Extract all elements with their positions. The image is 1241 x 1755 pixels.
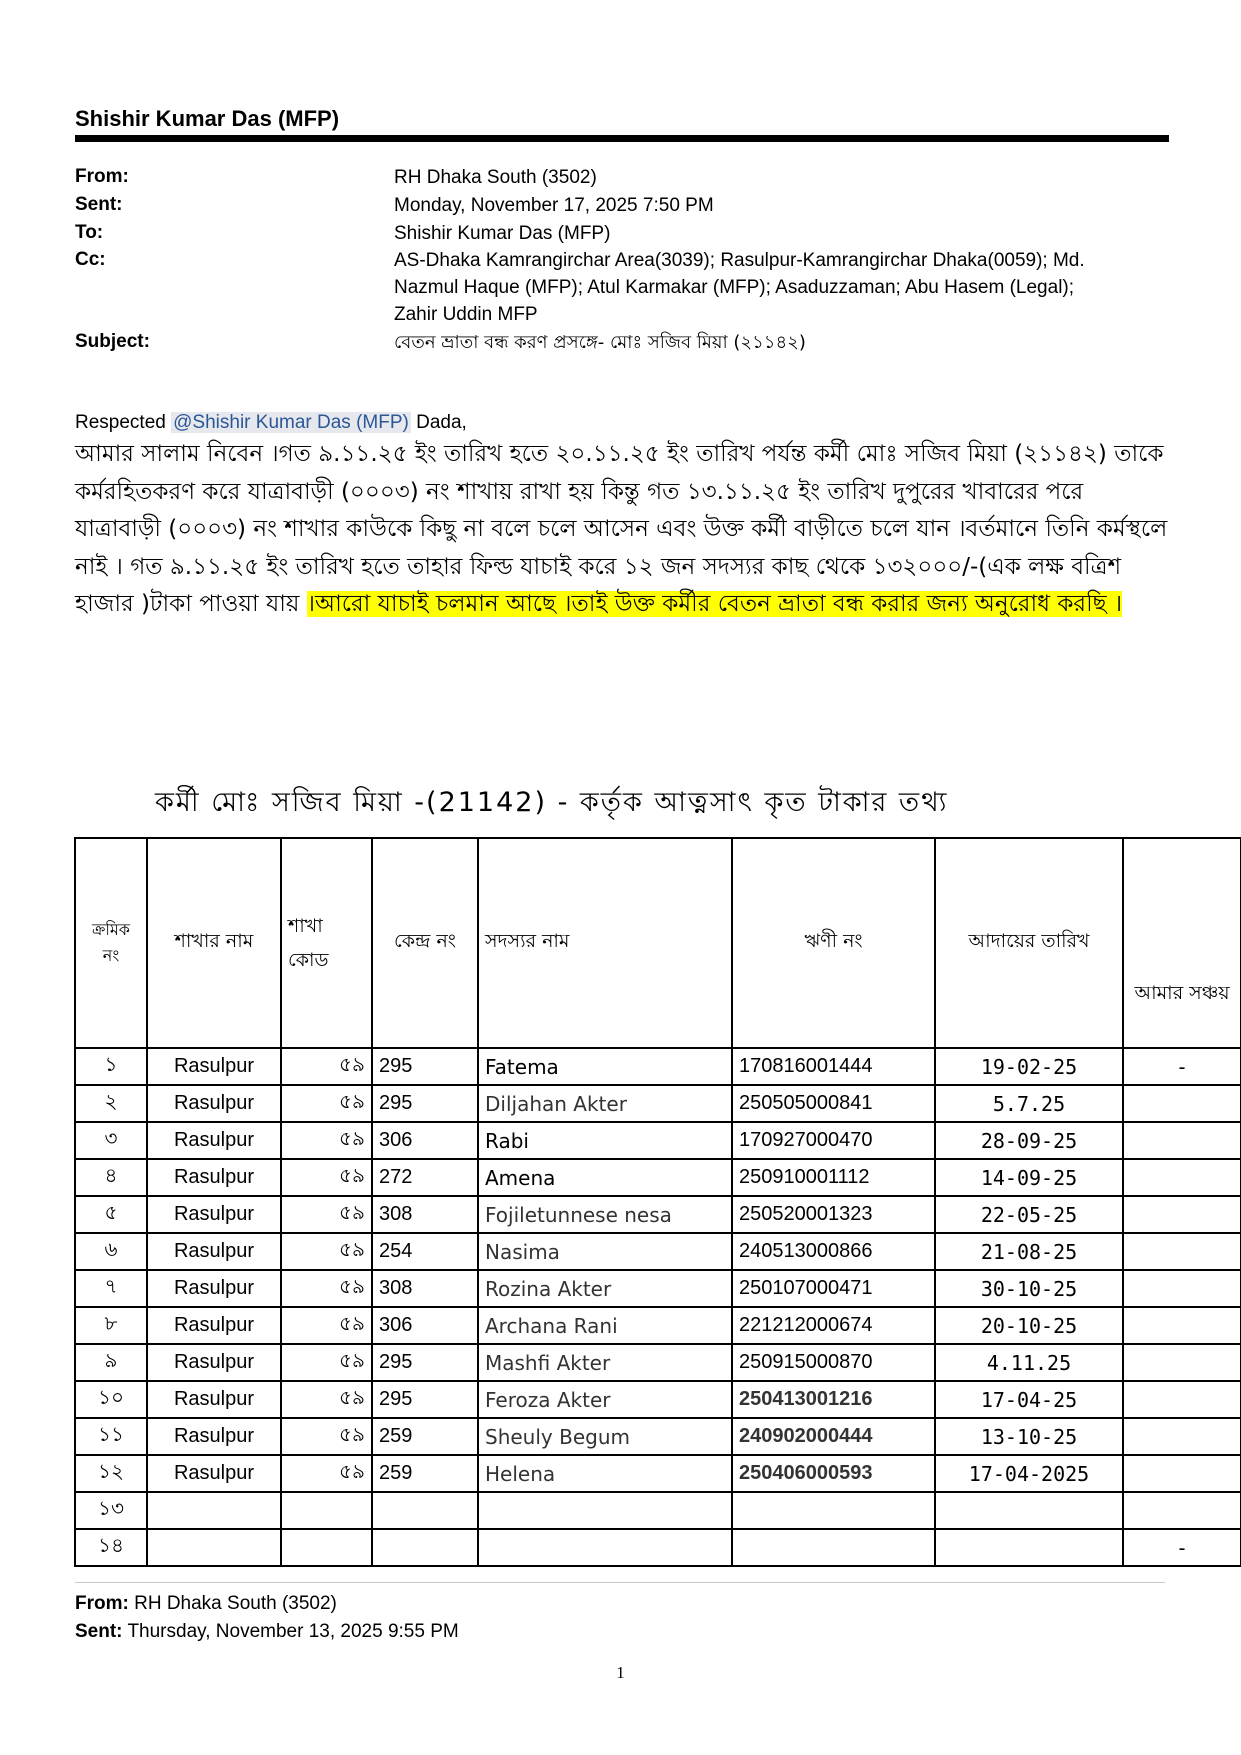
member-name-cell: Amena bbox=[478, 1159, 732, 1196]
prev-sent bbox=[75, 1621, 459, 1643]
greeting-suffix: Dada, bbox=[410, 412, 467, 433]
table-row bbox=[75, 1344, 1241, 1381]
serial-cell: ৯ bbox=[75, 1344, 147, 1381]
greeting-prefix: Respected bbox=[75, 412, 172, 433]
table-title: কর্মী মোঃ সজিব মিয়া -(21142) - কর্তৃক আত্নসাৎ কৃত টাকার তথ্য bbox=[155, 787, 949, 818]
cc-value[interactable] bbox=[394, 247, 1154, 328]
loanee-no-cell: 170816001444 bbox=[732, 1048, 935, 1085]
table-row bbox=[75, 1196, 1241, 1233]
date-cell: 21-08-25 bbox=[935, 1233, 1123, 1270]
member-name-cell: Archana Rani bbox=[478, 1307, 732, 1344]
serial-cell: ১ bbox=[75, 1048, 147, 1085]
serial-cell: ৭ bbox=[75, 1270, 147, 1307]
branch-code-cell bbox=[281, 1529, 372, 1566]
table-row bbox=[75, 1455, 1241, 1492]
center-cell bbox=[372, 1529, 478, 1566]
col-loanee-no: ঋণী নং bbox=[732, 838, 935, 1048]
loanee-no-cell: 240513000866 bbox=[732, 1233, 935, 1270]
message-body bbox=[75, 436, 1175, 624]
member-name-cell: Rabi bbox=[478, 1122, 732, 1159]
branch-cell: Rasulpur bbox=[147, 1233, 281, 1270]
date-cell: 14-09-25 bbox=[935, 1159, 1123, 1196]
loanee-no-cell: 250413001216 bbox=[732, 1381, 935, 1418]
cc-label: Cc: bbox=[75, 249, 106, 270]
date-cell: 13-10-25 bbox=[935, 1418, 1123, 1455]
table-row bbox=[75, 1270, 1241, 1307]
loanee-no-cell bbox=[732, 1492, 935, 1529]
branch-cell: Rasulpur bbox=[147, 1196, 281, 1233]
center-cell: 306 bbox=[372, 1122, 478, 1159]
greeting bbox=[75, 412, 467, 434]
branch-code-cell: ৫৯ bbox=[281, 1455, 372, 1492]
center-cell: 259 bbox=[372, 1455, 478, 1492]
date-cell: 4.11.25 bbox=[935, 1344, 1123, 1381]
subject-value: বেতন ভ্রাতা বন্ধ করণ প্রসঙ্গে- মোঃ সজিব মিয়া (২১১৪২) bbox=[394, 332, 806, 353]
loanee-no-cell: 240902000444 bbox=[732, 1418, 935, 1455]
col-center: কেন্দ্র নং bbox=[372, 838, 478, 1048]
savings-cell bbox=[1123, 1159, 1241, 1196]
branch-cell: Rasulpur bbox=[147, 1048, 281, 1085]
branch-cell: Rasulpur bbox=[147, 1159, 281, 1196]
branch-cell: Rasulpur bbox=[147, 1455, 281, 1492]
center-cell: 306 bbox=[372, 1307, 478, 1344]
savings-cell bbox=[1123, 1196, 1241, 1233]
branch-cell bbox=[147, 1492, 281, 1529]
col-branch-code: শাখা কোড bbox=[281, 838, 372, 1048]
branch-cell: Rasulpur bbox=[147, 1085, 281, 1122]
branch-code-cell: ৫৯ bbox=[281, 1122, 372, 1159]
member-name-cell bbox=[478, 1529, 732, 1566]
center-cell bbox=[372, 1492, 478, 1529]
to-value[interactable]: Shishir Kumar Das (MFP) bbox=[394, 223, 611, 244]
serial-cell: ১৩ bbox=[75, 1492, 147, 1529]
table-row bbox=[75, 1048, 1241, 1085]
col-member-name: সদস্যর নাম bbox=[478, 838, 732, 1048]
prev-from bbox=[75, 1593, 337, 1615]
date-cell bbox=[935, 1492, 1123, 1529]
savings-cell bbox=[1123, 1085, 1241, 1122]
prev-from-value: RH Dhaka South (3502) bbox=[134, 1593, 337, 1614]
branch-code-cell: ৫৯ bbox=[281, 1233, 372, 1270]
loanee-no-cell: 250910001112 bbox=[732, 1159, 935, 1196]
loanee-no-cell: 250520001323 bbox=[732, 1196, 935, 1233]
branch-code-cell: ৫৯ bbox=[281, 1159, 372, 1196]
date-cell: 22-05-25 bbox=[935, 1196, 1123, 1233]
serial-cell: ৮ bbox=[75, 1307, 147, 1344]
savings-cell bbox=[1123, 1307, 1241, 1344]
highlight-ongoing-check: ।আরো যাচাই চলমান আছে bbox=[306, 591, 564, 617]
table-header-row bbox=[75, 838, 1241, 1048]
table-row bbox=[75, 1159, 1241, 1196]
cc-line-3: Zahir Uddin MFP bbox=[394, 304, 538, 325]
branch-code-cell: ৫৯ bbox=[281, 1270, 372, 1307]
branch-cell: Rasulpur bbox=[147, 1381, 281, 1418]
branch-code-cell: ৫৯ bbox=[281, 1381, 372, 1418]
branch-cell: Rasulpur bbox=[147, 1307, 281, 1344]
date-cell: 30-10-25 bbox=[935, 1270, 1123, 1307]
center-cell: 259 bbox=[372, 1418, 478, 1455]
member-name-cell: Nasima bbox=[478, 1233, 732, 1270]
savings-cell bbox=[1123, 1381, 1241, 1418]
branch-code-cell: ৫৯ bbox=[281, 1196, 372, 1233]
branch-code-cell: ৫৯ bbox=[281, 1418, 372, 1455]
savings-cell bbox=[1123, 1233, 1241, 1270]
embezzlement-table bbox=[74, 837, 1241, 1567]
col-serial: ক্রমিক নং bbox=[75, 838, 147, 1048]
branch-cell: Rasulpur bbox=[147, 1344, 281, 1381]
center-cell: 295 bbox=[372, 1048, 478, 1085]
savings-cell bbox=[1123, 1122, 1241, 1159]
serial-cell: ১০ bbox=[75, 1381, 147, 1418]
date-cell: 19-02-25 bbox=[935, 1048, 1123, 1085]
col-savings: আমার সঞ্চয় bbox=[1123, 838, 1241, 1048]
savings-cell bbox=[1123, 1492, 1241, 1529]
date-cell: 20-10-25 bbox=[935, 1307, 1123, 1344]
serial-cell: ১১ bbox=[75, 1418, 147, 1455]
serial-cell: ৪ bbox=[75, 1159, 147, 1196]
table-row bbox=[75, 1085, 1241, 1122]
from-value[interactable]: RH Dhaka South (3502) bbox=[394, 167, 597, 188]
prev-sent-label: Sent: bbox=[75, 1621, 123, 1642]
date-cell: 5.7.25 bbox=[935, 1085, 1123, 1122]
branch-cell: Rasulpur bbox=[147, 1122, 281, 1159]
member-name-cell: Feroza Akter bbox=[478, 1381, 732, 1418]
subject-label: Subject: bbox=[75, 331, 150, 352]
loanee-no-cell: 221212000674 bbox=[732, 1307, 935, 1344]
table-row bbox=[75, 1122, 1241, 1159]
serial-cell: ২ bbox=[75, 1085, 147, 1122]
cc-line-1: AS-Dhaka Kamrangirchar Area(3039); Rasulpur-Kamrangirchar Dhaka(0059); Md. bbox=[394, 250, 1085, 271]
center-cell: 295 bbox=[372, 1344, 478, 1381]
loanee-no-cell: 250107000471 bbox=[732, 1270, 935, 1307]
table-row bbox=[75, 1381, 1241, 1418]
branch-code-cell: ৫৯ bbox=[281, 1307, 372, 1344]
member-name-cell: Diljahan Akter bbox=[478, 1085, 732, 1122]
date-cell bbox=[935, 1529, 1123, 1566]
member-name-cell: Fatema bbox=[478, 1048, 732, 1085]
serial-cell: ১৪ bbox=[75, 1529, 147, 1566]
serial-cell: ৫ bbox=[75, 1196, 147, 1233]
savings-cell: - bbox=[1123, 1529, 1241, 1566]
loanee-no-cell: 250406000593 bbox=[732, 1455, 935, 1492]
serial-cell: ৬ bbox=[75, 1233, 147, 1270]
mention-link[interactable]: @Shishir Kumar Das (MFP) bbox=[173, 412, 409, 433]
branch-code-cell: ৫৯ bbox=[281, 1048, 372, 1085]
from-label: From: bbox=[75, 166, 129, 187]
center-cell: 272 bbox=[372, 1159, 478, 1196]
center-cell: 308 bbox=[372, 1196, 478, 1233]
loanee-no-cell bbox=[732, 1529, 935, 1566]
savings-cell bbox=[1123, 1455, 1241, 1492]
footer-divider bbox=[75, 1582, 1165, 1583]
to-label: To: bbox=[75, 222, 104, 243]
center-cell: 308 bbox=[372, 1270, 478, 1307]
serial-cell: ৩ bbox=[75, 1122, 147, 1159]
prev-from-label: From: bbox=[75, 1593, 129, 1614]
cc-line-2: Nazmul Haque (MFP); Atul Karmakar (MFP); Asaduzzaman; Abu Hasem (Legal); bbox=[394, 277, 1075, 298]
savings-cell bbox=[1123, 1418, 1241, 1455]
branch-cell: Rasulpur bbox=[147, 1270, 281, 1307]
loanee-no-cell: 250505000841 bbox=[732, 1085, 935, 1122]
member-name-cell: Rozina Akter bbox=[478, 1270, 732, 1307]
member-name-cell: Fojiletunnese nesa bbox=[478, 1196, 732, 1233]
table-row bbox=[75, 1529, 1241, 1566]
member-name-cell: Mashfi Akter bbox=[478, 1344, 732, 1381]
mailbox-owner: Shishir Kumar Das (MFP) bbox=[75, 106, 340, 131]
savings-cell: - bbox=[1123, 1048, 1241, 1085]
center-cell: 254 bbox=[372, 1233, 478, 1270]
branch-cell: Rasulpur bbox=[147, 1418, 281, 1455]
savings-cell bbox=[1123, 1344, 1241, 1381]
header-rule bbox=[75, 135, 1169, 142]
member-name-cell: Sheuly Begum bbox=[478, 1418, 732, 1455]
page-number: 1 bbox=[616, 1663, 625, 1682]
date-cell: 17-04-2025 bbox=[935, 1455, 1123, 1492]
table-row bbox=[75, 1418, 1241, 1455]
col-branch-name: শাখার নাম bbox=[147, 838, 281, 1048]
loanee-no-cell: 250915000870 bbox=[732, 1344, 935, 1381]
prev-sent-value: Thursday, November 13, 2025 9:55 PM bbox=[127, 1621, 459, 1642]
table-row bbox=[75, 1492, 1241, 1529]
savings-cell bbox=[1123, 1270, 1241, 1307]
col-collection-date: আদায়ের তারিখ bbox=[935, 838, 1123, 1048]
member-name-cell bbox=[478, 1492, 732, 1529]
date-cell: 17-04-25 bbox=[935, 1381, 1123, 1418]
branch-code-cell: ৫৯ bbox=[281, 1085, 372, 1122]
member-name-cell: Helena bbox=[478, 1455, 732, 1492]
loanee-no-cell: 170927000470 bbox=[732, 1122, 935, 1159]
branch-cell bbox=[147, 1529, 281, 1566]
sent-value: Monday, November 17, 2025 7:50 PM bbox=[394, 195, 714, 216]
table-row bbox=[75, 1307, 1241, 1344]
table-row bbox=[75, 1233, 1241, 1270]
date-cell: 28-09-25 bbox=[935, 1122, 1123, 1159]
center-cell: 295 bbox=[372, 1085, 478, 1122]
sent-label: Sent: bbox=[75, 194, 123, 215]
highlight-request: ।তাই উক্ত কর্মীর বেতন ভ্রাতা বন্ধ করার জন্য অনুরোধ করছি । bbox=[563, 591, 1123, 617]
center-cell: 295 bbox=[372, 1381, 478, 1418]
body-paragraph: আমার সালাম নিবেন ।গত ৯.১১.২৫ ইং তারিখ হতে ২০.১১.২৫ ইং তারিখ পর্যন্ত কর্মী মোঃ সজিব মিয়া (২১১৪২) তাকে কর্মরহিতকরণ করে যাত্রাবাড়ী (০০০৩) নং শাখায় রাখা হয় কিন্তু গত ১৩.১১.২৫ ইং তারিখ দুপুরের খাবারের পরে যাত্রাবাড়ী (০০০৩) নং শাখার কাউকে কিছু না বলে চলে আসেন এবং উক্ত কর্মী বাড়ীতে চলে যান ।বর্তমানে তিনি কর্মস্থলে নাই । গত ৯.১১.২৫ ইং তারিখ হতে তাহার ফিল্ড যাচাই করে ১২ জন সদস্যর কাছ থেকে ১৩২০০০/-(এক লক্ষ বত্রিশ হাজার )টাকা পাওয়া যায় bbox=[75, 441, 1168, 617]
serial-cell: ১২ bbox=[75, 1455, 147, 1492]
branch-code-cell bbox=[281, 1492, 372, 1529]
branch-code-cell: ৫৯ bbox=[281, 1344, 372, 1381]
